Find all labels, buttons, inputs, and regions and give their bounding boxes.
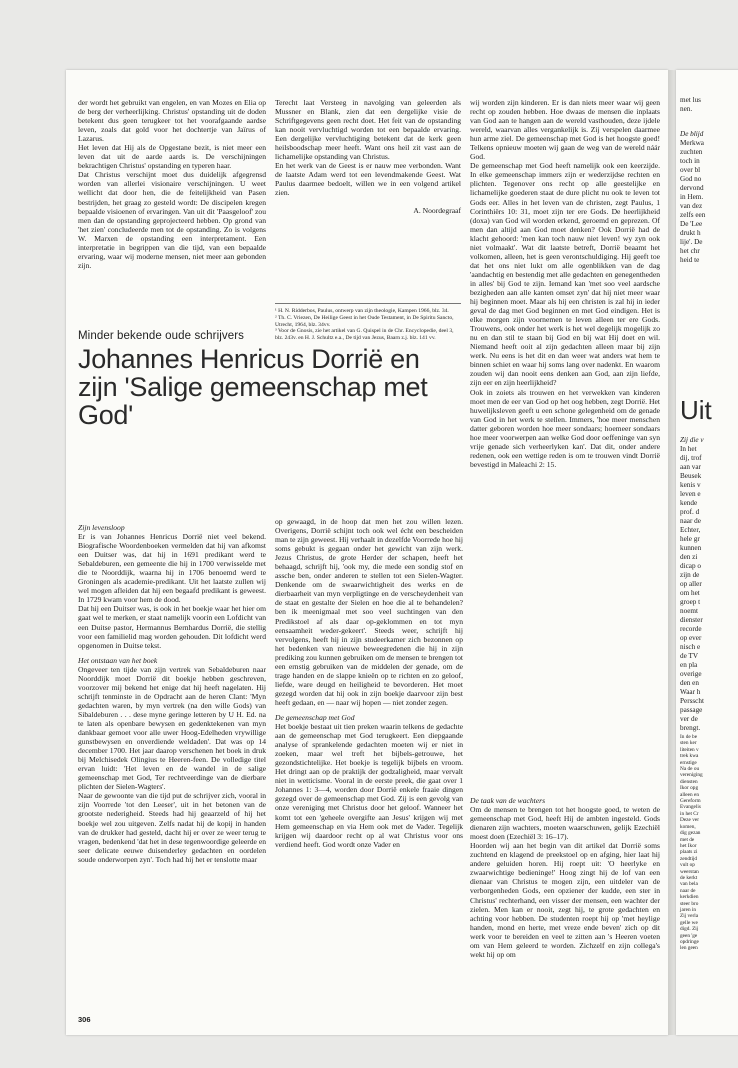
text-line: kenis v	[680, 481, 701, 489]
footnote: ³ Voor de Gnosis, zie het artikel van G. Quispel in de Chr. Encyclopedie, deel 3, blz. 243v. en H. J. Schultz e.a., De tijd van Jezus, Baarn z.j. blz. 141 vv.	[275, 328, 454, 342]
text-line: plaats zi	[680, 849, 698, 856]
text-line: vereniging	[680, 772, 703, 779]
text-line: prof. d	[680, 508, 700, 516]
text-line: Merkwa	[680, 139, 704, 147]
text-line: len geen	[680, 945, 698, 952]
text-line: op ever	[680, 634, 702, 642]
text-line: geen 'ge	[680, 932, 698, 939]
right-page-small-print	[680, 734, 738, 952]
text-line: noemt	[680, 607, 698, 615]
text-line: aan var	[680, 463, 701, 471]
text-line: leven e	[680, 490, 701, 498]
text-line: ernstige	[680, 759, 697, 766]
text-line: alleen en	[680, 791, 699, 798]
text-line: op aller	[680, 580, 702, 588]
paragraph: der wordt het gebruikt van engelen, en van Mozes en Elia op de berg der verheerlijking. Christus' opstanding uit de doden betekent dus geen terugkeer tot het voorafgaande aardse leven, zoals dat gold voor het dochtertje van Jaïrus of Lazarus.	[78, 98, 266, 144]
text-line: hele gr	[680, 535, 700, 543]
text-line: het Ikor	[680, 842, 697, 849]
section-heading: De taak van de wachters	[470, 796, 546, 805]
text-line: passage	[680, 706, 703, 714]
text-line: recorde	[680, 625, 702, 633]
right-page-section	[680, 130, 738, 265]
text-line: zelfs een	[680, 211, 706, 219]
paragraph: Naar de gewoonte van die tijd put de schrijver zich, vooral in zijn Voorrede 'tot den Leeser', uit in het betonen van de grootste nederigheid. Steeds had hij geaarzeld of hij het boekje wel zou uitgeven. Zelfs nadat hij de kopij in handen van de drukker had gesteld, dacht hij er over ze weer terug te vragen, bedenkend 'dat het in dese tegenwoordige geleerde en seer delicate eeuwe duisenderley gedachten en oordelen soude onderworpen zyn'. Toch had hij het er tenslotte maar	[78, 791, 266, 864]
text-line: de TV	[680, 652, 699, 660]
text-line: trek kwa	[680, 753, 699, 760]
text-line: zuchten	[680, 148, 703, 156]
section-heading: Het ontstaan van het boek	[78, 655, 158, 665]
article-continuation-col2	[275, 98, 461, 215]
text-line: diensten	[680, 778, 698, 785]
paragraph: En het werk van de Geest is er nauw mee verbonden. Want de laatste Adam werd tot een levendmakende Geest. Wat Paulus daarmee bedoelt, willen we in een volgend artikel zien.	[275, 161, 461, 198]
text-line: Gereform	[680, 798, 701, 805]
text-line: Persscht	[680, 697, 704, 705]
text-line: steer bro	[680, 900, 699, 907]
text-line: naar de	[680, 517, 701, 525]
text-line: De 'Lee	[680, 220, 703, 228]
right-page-headline: Uit	[680, 395, 712, 425]
text-line: het chr	[680, 247, 700, 255]
article-headline: Johannes Henricus Dorrië en zijn 'Salige gemeenschap met God'	[78, 344, 428, 430]
text-line: van bela	[680, 881, 698, 888]
text-line: dicap o	[680, 562, 701, 570]
text-line: van dez	[680, 202, 703, 210]
text-line: dervond	[680, 184, 704, 192]
text-line: om het	[680, 589, 700, 597]
text-line: in Hem.	[680, 193, 704, 201]
text-line: met de	[680, 836, 695, 843]
paragraph: Er is van Johannes Henricus Dorrië niet veel bekend. Biografische Woordenboeken vermelden dat hij van afkomst een Duitser was, dat hij in 1691 predikant werd te Sebaldeburen, een gemeente die hij in 1700 verwisselde met die te Noorddijk, waarna hij in 1706 benoemd werd te Groningen als academie-predikant. Uit het laatste zullen wij wel mogen afleiden dat hij een begaafd predikant is geweest. In 1729 kwam voor hem de dood.	[78, 532, 266, 605]
paragraph: Terecht laat Versteeg in navolging van geleerden als Mussner en Blank, zien dat een dergelijke visie de Schriftgegevens geen recht doet. Het feit van de opstanding kan nooit vervluchtigd worden tot een bepaalde ervaring. Een dergelijke vervluchtiging betekent dat de kerk geen heilsboodschap meer heeft. Want ons heil zit vast aan de lichamelijke opstanding van Christus.	[275, 98, 461, 162]
text-line: Na de ou	[680, 766, 700, 773]
paragraph: Het boekje bestaat uit tien preken waarin telkens de gedachte aan de gemeenschap met God terugkeert. Een diepgaande analyse of sprankelende gedachten moeten wij er niet in zoeken, maar wel treft het bijbels-getrouwe, het gezondstichtelijke. Het boekje is tegelijk bijbels en vroom. Het dringt aan op de praktijk der godzaligheid, maar vervalt niet in wetticisme. Vooral in de eerste preek, die gaat over 1 Johannes 1: 3—4, worden door Dorrië enkele fraaie dingen gezegd over de gemeenschap met God. Zij is een gevolg van onze vereniging met Christus door het geloof. Wanneer het komt tot een 'geheele overgifte aan Jesus' krijgen wij met Hem gemeenschap en via Hem ook met de Vader. Tegelijk krijgen wij daardoor recht op al wat Christus voor ons verdiend heeft. God wordt onze Vader en	[275, 722, 463, 849]
text-line: brengt.	[680, 724, 701, 732]
paragraph: Het leven dat Hij als de Opgestane bezit, is niet meer een leven dat uit de aarde aards is. De verschijningen bekrachtigen Christus' opstanding en typeren haar.	[78, 143, 266, 171]
text-line: den zi	[680, 553, 698, 561]
text-line: Deze ver	[680, 817, 699, 824]
paragraph: wij worden zijn kinderen. Er is dan niets meer waar wij geen recht op zouden hebben. Hoe dwaas de mensen die inplaats van God aan te hangen aan de wereld vasthouden, deze ijdele wereld, waarvan alles vergankelijk is. Zij verspelen daarmee hun arme ziel. De gemeenschap met God is het hoogste goed! Telkens opnieuw moeten wij gaan de weg van de wereld náár God.	[470, 98, 660, 162]
text-line: groep t	[680, 598, 701, 606]
article-continuation-col1	[78, 98, 266, 270]
left-page	[66, 70, 668, 1035]
text-line: God no	[680, 175, 702, 183]
article-body-col1	[78, 517, 266, 864]
text-line: vult op	[680, 862, 695, 869]
text-line: kunnen	[680, 544, 702, 552]
text-line: opdringe	[680, 939, 699, 945]
paragraph: De gemeenschap met God heeft namelijk ook een keerzijde. In elke gemeenschap immers zijn er wederzijdse rechten en plichten. Tegenover ons recht op alle geestelijke en lichamelijke goederen staat de dure plicht nu ook te leven tot Gods eer. Alles in het leven van de christen, zegt Paulus, 1 Corinthiërs 10: 31, moet zijn ter ere Gods. De heerlijkheid (doxa) van God wil worden erkend, geroemd en geprezen. Of men dan altijd aan God moet denken? Ook Dorrië had de klacht gehoord: 'men kan toch nauw niet leven! wy zyn ook niet volmaakt'. Wat dit laatste betreft, Dorrië beaamt het volkomen, alleen, het is geen verontschuldiging. Hij geeft toe dat het ons niet lukt om alle ogenblikken van de dag 'aandachtig en bestendig met alle gedachten en genegentheden in alles' bij God te zijn. Iemand kan 'met soo veel aardsche bezigheden aan alle kanten omset zyn' dat hij niet meer waar hij beginnen moet. Maar als hij een christen is zal hij in ieder geval de dag met God beginnen en met God eindigen. Het is elke morgen zijn voornemen te leven alleen ter ere Gods. Trouwens, ook onder het werk is het wel degelijk mogelijk zo nu en dan stil te staan bij God en bij wat Hij doet en wil. Niemand heeft ooit al zijn gedachten alleen maar bij zijn werk. Nu eens is het dit en dan weer wat anders wat hem te binnen schiet en waar hij soms lang over nadenkt. En waarom zouden wij dan nooit eens denken aan God, aan zijn liefde, zijn eer en zijn heerlijkheid?	[470, 161, 660, 388]
text-line: toch in	[680, 157, 700, 165]
page-gutter	[668, 70, 676, 1035]
text-line: Echter,	[680, 526, 701, 534]
text-line: met lus	[680, 96, 701, 104]
text-line: komen,	[680, 823, 696, 830]
text-line: digd. Zij	[680, 926, 699, 933]
paragraph: Ongeveer ten tijde van zijn vertrek van Sebaldeburen naar Noorddijk moet Dorrië dit boekje hebben geschreven, voorzover mij bekend het enige dat hij heeft nagelaten. Hij schrijft tenminste in de Opdracht aan de heren Clant: 'Myn gedachten waren, by myn vertrek (na den wille Gods) van Sibaldeburen . . . dese myne geringe letteren by U H. Ed. na te laten als openbare bewysen en gedenktekenen van myn dankbaar gemoet voor alle uwer Hoog-Edelheden vrywillige gunstbewysen en onverdiende weldaden'. Dat was op 14 december 1700. Het jaar daarop verschenen het boek in druk bij Melchisedek Olingius te Heeren-feen. De volledige titel ervan luidt: 'Het leven en de wandel in de salige gemeenschap met God, Ter rechtveerdinge van de dierbare plichten der Sielen-Wagters'.	[78, 664, 266, 792]
text-line: dienster	[680, 616, 703, 624]
text-line: heid te	[680, 256, 700, 264]
paragraph: Hoorden wij aan het begin van dit artikel dat Dorrië soms zuchtend en klagend de preekstoel op en afging, hier laat hij andere geluiden horen. Hij roept uit: 'O heerlyke en zwaarwichtige bedieninge!' Hoog zingt hij de lof van een dienaar van Christus te mogen zijn, een uitdeler van de verborgenheden Gods, een opziener der kudde, een ster in Christus' rechterhand, een visser der mensen, een wachter der zielen. Men kan er nooit, zegt hij, te grote gedachten en achting voor hebben. De studenten roept hij op 'met heylige handen, mond en herte, met vreze ende beven' zich op dit werk voor te bereiden en veel te zitten aan 's Heeren voeten om van Hem geleerd te worden. Zichzelf en zijn collega's wekt hij op om	[470, 841, 660, 959]
text-line: ver de	[680, 715, 698, 723]
text-line: nen.	[680, 105, 693, 113]
text-line: De blijd	[680, 130, 704, 138]
text-line: Beusek	[680, 472, 702, 480]
footnote: ² Th. C. Vriezen, De Heilige Geest in het Oude Testament, in De Spiritu Sancto, Utrecht, 1964, blz. 34vv.	[275, 314, 454, 328]
paragraph: Dat hij een Duitser was, is ook in het boekje waar het hier om gaat wel te merken, er staat namelijk voorin een Lofdicht van een Duitse pastor, Hermannus Bernhardus Dorrië, die stellig voor een familielid mag worden gehouden. Dit lofdicht werd opgenomen in Duitse tekst.	[78, 604, 266, 650]
footnote: ¹ H. N. Ridderbos, Paulus, ontwerp van zijn theologie, Kampen 1966, blz. 34.	[275, 308, 449, 314]
text-line: dij, trof	[680, 454, 702, 462]
text-line: en pla	[680, 661, 698, 669]
text-line: Ikor opg	[680, 785, 699, 792]
article-col3	[470, 98, 660, 469]
article-body-col2	[275, 517, 463, 849]
text-line: de kerkt	[680, 874, 698, 881]
text-line: liteiten v	[680, 746, 699, 753]
text-line: In het	[680, 445, 697, 453]
text-line: dig gezan	[680, 830, 701, 837]
article-col3-section	[470, 790, 660, 959]
right-page-top-lines	[680, 96, 738, 114]
section-heading: Zijn levensloop	[78, 523, 125, 532]
text-line: zendtijd	[680, 855, 698, 862]
text-line: den en	[680, 679, 699, 687]
right-page	[676, 70, 738, 1035]
text-line: Waar h	[680, 688, 701, 696]
text-line: lije'. De	[680, 238, 703, 246]
paragraph: Om de mensen te brengen tot het hoogste goed, te weten de gemeenschap met God, heeft Hij de ambten ingesteld. Gods dienaren zijn wachters, moeten waarschuwen, gelijk Ezechiël moest doen (Ezechiël 3: 16–17).	[470, 805, 660, 842]
text-line: sten ker	[680, 740, 697, 747]
text-line: Zij verla	[680, 913, 699, 920]
text-line: jaren in	[680, 906, 697, 913]
paragraph: op gewaagd, in de hoop dat men het zou willen lezen. Overigens, Dorrië schijnt toch ook wel écht een bescheiden man te zijn geweest. Hij verhaalt in dezelfde Voorrede hoe hij soms gebukt is gegaan onder het gewicht van zijn werk. Jezus Christus, de grote Herder der schapen, heeft het behaagd, schrijft hij, 'ook my, die mede een sondig stof en assche ben, onder anderen te stellen tot een Sielen-Wagter. Denkende om de swaarwichtigheit des werks en de dierbaarheit van myn verpligtinge en de verscheydenheit van de staat en gestalte der Sielen en hoe die al te behandelen? ben ik meenigmaal met soo veel suchtingen van den Predikstoel af als daar op-geklommen en tot myn eensaamheit weder-gekeert'. Steeds weer, schrijft hij vervolgens, heeft hij in zijn studeerkamer zich bezonnen op het bedenken van nieuwe beweegredenen die hij in zijn prediking zou kunnen gebruiken om de mensen te brengen tot een ernstig gebruiken van de middelen der genade, om de trage handen en de slappe knieën op te richten en zo geloof, liefde, ware deugd en heiligheid te bevorderen. Het moet gezegd worden dat hij ook in zijn boekje daarvoor zijn best heeft gedaan, en — naar wij hopen — niet zonder zegen.	[275, 517, 463, 707]
article-kicker: Minder bekende oude schrijvers	[78, 330, 245, 342]
text-line: Evangelis	[680, 804, 701, 811]
author-signature: A. Noordegraaf	[413, 205, 461, 215]
text-line: drukt h	[680, 229, 701, 237]
paragraph: Dat Christus verschijnt moet dus duidelijk afgegrensd worden van allerlei visionaire verschijningen. U weet wellicht dat door hen, die de feitelijkheid van Pasen bestrijden, het graag zo gesteld wordt: De discipelen kregen bepaalde visioenen of ervaringen. Van uit dit 'Paasgeloof' zou men dan de opstanding geprojecteerd hebben. Op grond van 'het zien' concludeerde men tot de opstanding. Zo is volgens W. Marxen de opstanding een interpretament. Een interpretatie in begrippen van die tijd, van een bepaalde ervaring, waar wij moderne mensen, niet meer aan gebonden zijn.	[78, 170, 266, 270]
text-line: kende	[680, 499, 698, 507]
text-line: overige	[680, 670, 702, 678]
text-line: naar de	[680, 887, 696, 894]
section-heading: De gemeenschap met God	[275, 712, 355, 722]
paragraph: Ook in zoiets als trouwen en het verwekken van kinderen moet men de eer van God op het oog hebben, zegt Dorrië. Het huwelijksleven geeft u een schone gelegenheid om de genade van God in het werk te stellen. Immers, 'hoe meer menschen datter geboren worden hoe meer sondaars; hoemeer sondaars hoe meer voorwerpen aan welke God door oeffeninge van syn vrije genade sich verheerlyken kan'. Dat dit, onder andere redenen, ook een wettige reden is om te trouwen vindt Dorrië bevestigd in Maleachi 2: 15.	[470, 387, 660, 469]
text-line: gelle we	[680, 919, 698, 926]
text-line: nisch e	[680, 643, 701, 651]
text-line: In de be	[680, 734, 698, 740]
text-line: in het Cr	[680, 810, 699, 817]
right-page-column	[680, 436, 738, 733]
footnotes	[275, 303, 461, 342]
text-line: over bl	[680, 166, 701, 174]
text-line: weerstan	[680, 868, 699, 875]
text-line: kerkdien	[680, 894, 699, 901]
page-number: 306	[78, 1015, 91, 1024]
text-line: Zij die v	[680, 436, 704, 444]
text-line: zijn de	[680, 571, 700, 579]
